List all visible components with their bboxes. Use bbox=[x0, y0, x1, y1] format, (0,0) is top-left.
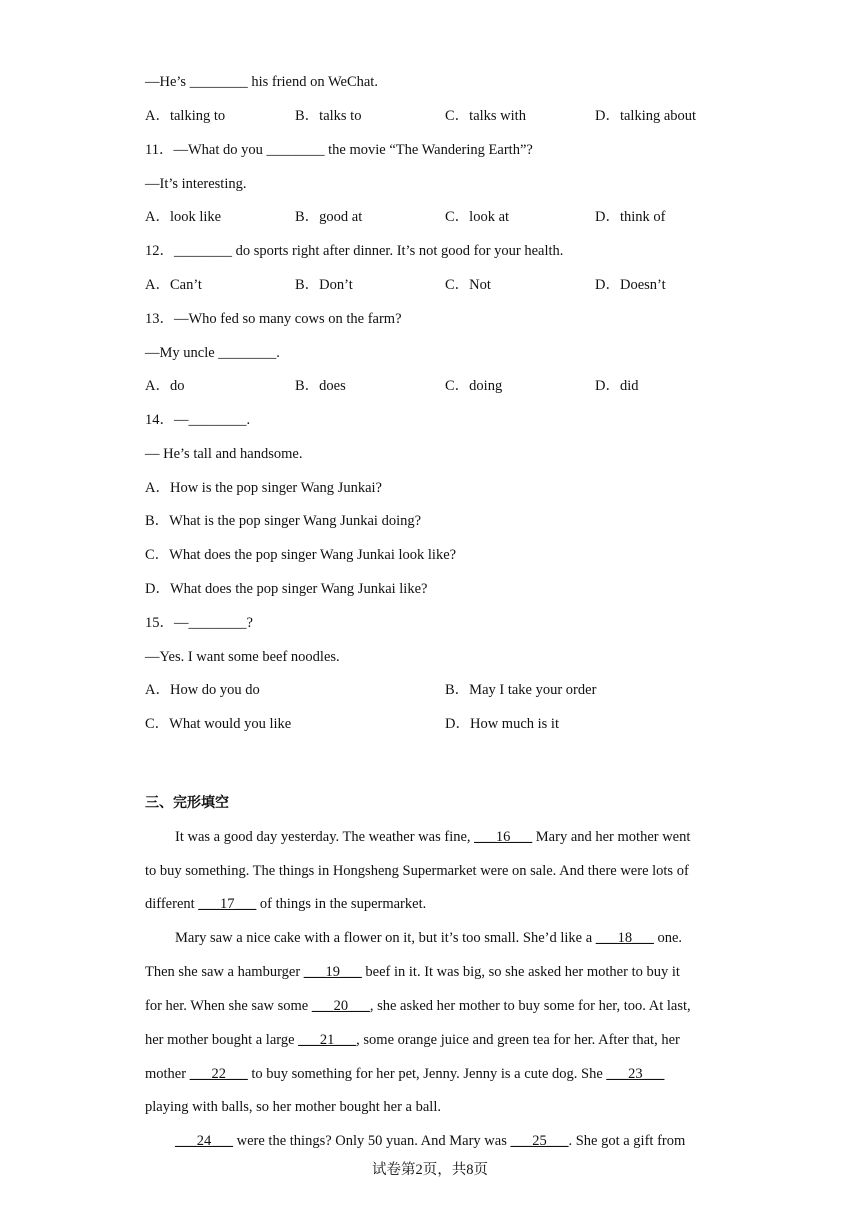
passage-text: It was a good day yesterday. The weather was fine, bbox=[175, 829, 475, 845]
passage-text: Then she saw a hamburger bbox=[145, 964, 304, 980]
q10-option-d[interactable]: D．talking about bbox=[595, 108, 697, 124]
q13-option-b[interactable]: B．does bbox=[295, 378, 346, 394]
blank-17[interactable]: ___17___ bbox=[198, 896, 257, 912]
passage-line bbox=[145, 996, 691, 1016]
q14-option-b[interactable]: B．What is the pop singer Wang Junkai doing? bbox=[145, 513, 422, 529]
q11-option-d[interactable]: D．think of bbox=[595, 209, 666, 225]
q11-option-c[interactable]: C．look at bbox=[445, 209, 510, 225]
blank-21[interactable]: ___21___ bbox=[298, 1032, 357, 1048]
passage-text: her mother bought a large bbox=[145, 1032, 299, 1048]
blank-20[interactable]: ___20___ bbox=[311, 998, 370, 1014]
blank-18[interactable]: ___18___ bbox=[595, 930, 654, 946]
passage-text: Mary saw a nice cake with a flower on it, but it’s too small. She’d like a bbox=[175, 930, 596, 946]
blank-16[interactable]: ___16___ bbox=[474, 829, 533, 845]
q14-option-c[interactable]: C．What does the pop singer Wang Junkai look like? bbox=[145, 547, 457, 563]
q10-option-b[interactable]: B．talks to bbox=[295, 108, 362, 124]
q12-question: 12．________ do sports right after dinner. It’s not good for your health. bbox=[145, 243, 564, 259]
passage-line bbox=[145, 962, 680, 982]
q11-answer-line: —It’s interesting. bbox=[145, 176, 247, 192]
passage-text: of things in the supermarket. bbox=[256, 896, 427, 912]
q15-option-d[interactable]: D．How much is it bbox=[445, 716, 559, 732]
q14-option-d[interactable]: D．What does the pop singer Wang Junkai like? bbox=[145, 581, 428, 597]
passage-text: for her. When she saw some bbox=[145, 998, 312, 1014]
passage-line bbox=[175, 1131, 685, 1151]
passage-line bbox=[145, 1064, 664, 1084]
passage-line: playing with balls, so her mother bought her a ball. bbox=[145, 1099, 441, 1115]
blank-24[interactable]: ___24___ bbox=[175, 1133, 233, 1149]
blank-22[interactable]: ___22___ bbox=[189, 1066, 248, 1082]
q14-answer-line: — He’s tall and handsome. bbox=[145, 446, 303, 462]
q11-option-b[interactable]: B．good at bbox=[295, 209, 363, 225]
blank-19[interactable]: ___19___ bbox=[303, 964, 362, 980]
passage-text: to buy something for her pet, Jenny. Jenny is a cute dog. She bbox=[247, 1066, 607, 1082]
passage-line: to buy something. The things in Hongsheng Supermarket were on sale. And there were lots of bbox=[145, 863, 689, 879]
q10-answer-line: —He’s ________ his friend on WeChat. bbox=[145, 74, 378, 90]
passage-text: . She got a gift from bbox=[568, 1133, 686, 1149]
blank-23[interactable]: ___23___ bbox=[606, 1066, 665, 1082]
passage-text: one. bbox=[653, 930, 682, 946]
passage-text: different bbox=[145, 896, 199, 912]
passage-line bbox=[175, 827, 690, 847]
passage-line bbox=[145, 1030, 680, 1050]
q13-question: 13．—Who fed so many cows on the farm? bbox=[145, 311, 402, 327]
q12-option-a[interactable]: A．Can’t bbox=[145, 277, 202, 293]
q12-option-c[interactable]: C．Not bbox=[445, 277, 491, 293]
passage-text: Mary and her mother went bbox=[532, 829, 691, 845]
q15-answer-line: —Yes. I want some beef noodles. bbox=[145, 649, 340, 665]
passage-text: mother bbox=[145, 1066, 190, 1082]
q11-question: 11．—What do you ________ the movie “The Wandering Earth”? bbox=[145, 142, 533, 158]
q15-question: 15．—________? bbox=[145, 615, 253, 631]
blank-25[interactable]: ___25___ bbox=[510, 1133, 569, 1149]
q13-option-a[interactable]: A．do bbox=[145, 378, 185, 394]
q13-answer-line: —My uncle ________. bbox=[145, 345, 280, 361]
passage-text: were the things? Only 50 yuan. And Mary was bbox=[233, 1133, 511, 1149]
q15-option-c[interactable]: C．What would you like bbox=[145, 716, 292, 732]
q10-option-a[interactable]: A．talking to bbox=[145, 108, 226, 124]
q10-option-c[interactable]: C．talks with bbox=[445, 108, 526, 124]
q14-question: 14．—________. bbox=[145, 412, 251, 428]
q12-option-d[interactable]: D．Doesn’t bbox=[595, 277, 666, 293]
page-footer: 试卷第2页，共8页 bbox=[372, 1162, 488, 1178]
section-title: 三、完形填空 bbox=[145, 795, 229, 811]
q13-option-c[interactable]: C．doing bbox=[445, 378, 503, 394]
passage-text: beef in it. It was big, so she asked her mother to buy it bbox=[361, 964, 680, 980]
q11-option-a[interactable]: A．look like bbox=[145, 209, 222, 225]
passage-line bbox=[175, 928, 682, 948]
passage-text: , some orange juice and green tea for her. After that, her bbox=[356, 1032, 680, 1048]
q15-option-b[interactable]: B．May I take your order bbox=[445, 682, 597, 698]
q12-option-b[interactable]: B．Don’t bbox=[295, 277, 353, 293]
q13-option-d[interactable]: D．did bbox=[595, 378, 639, 394]
passage-text: , she asked her mother to buy some for her, too. At last, bbox=[369, 998, 691, 1014]
passage-line bbox=[145, 894, 426, 914]
q14-option-a[interactable]: A．How is the pop singer Wang Junkai? bbox=[145, 480, 382, 496]
q15-option-a[interactable]: A．How do you do bbox=[145, 682, 260, 698]
